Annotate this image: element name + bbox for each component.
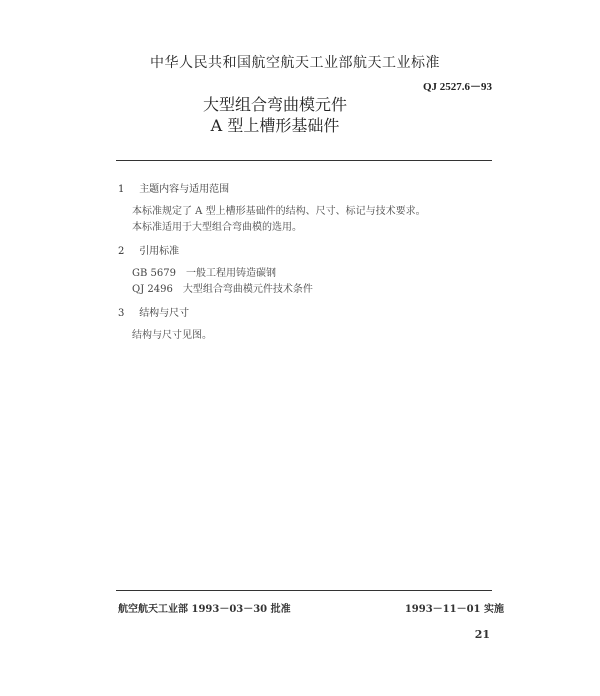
section-1-paragraph: 本标准适用于大型组合弯曲模的选用。 [132, 222, 302, 233]
section-1-paragraph: 本标准规定了 A 型上槽形基础件的结构、尺寸、标记与技术要求。 [132, 206, 426, 217]
standard-number: QJ 2527.6－93 [422, 81, 492, 93]
reference-standard: GB 5679 一般工程用铸造碳钢 [132, 268, 276, 279]
footer-divider [116, 590, 492, 591]
document-title [180, 94, 370, 136]
page-number: 21 [474, 628, 490, 641]
section-title: 主题内容与适用范围 [139, 184, 230, 195]
section-title: 结构与尺寸 [139, 308, 190, 319]
approval-date: 航空航天工业部 1993－03－30 批准 [118, 604, 291, 615]
title-line-1: 大型组合弯曲模元件 [202, 95, 347, 114]
section-number: 3 [118, 308, 125, 319]
effective-date: 1993－11－01 实施 [404, 604, 504, 615]
section-number: 2 [118, 246, 125, 257]
section-2-heading [118, 242, 179, 257]
title-line-2: A 型上槽形基础件 [210, 116, 340, 135]
section-3-heading [118, 304, 189, 319]
reference-standard: QJ 2496 大型组合弯曲模元件技术条件 [132, 284, 313, 295]
section-1-heading [118, 180, 229, 195]
title-divider [116, 160, 492, 161]
section-number: 1 [118, 184, 125, 195]
section-title: 引用标准 [139, 246, 180, 257]
section-3-paragraph: 结构与尺寸见图。 [132, 330, 212, 341]
issuing-authority: 中华人民共和国航空航天工业部航天工业标准 [150, 55, 440, 71]
